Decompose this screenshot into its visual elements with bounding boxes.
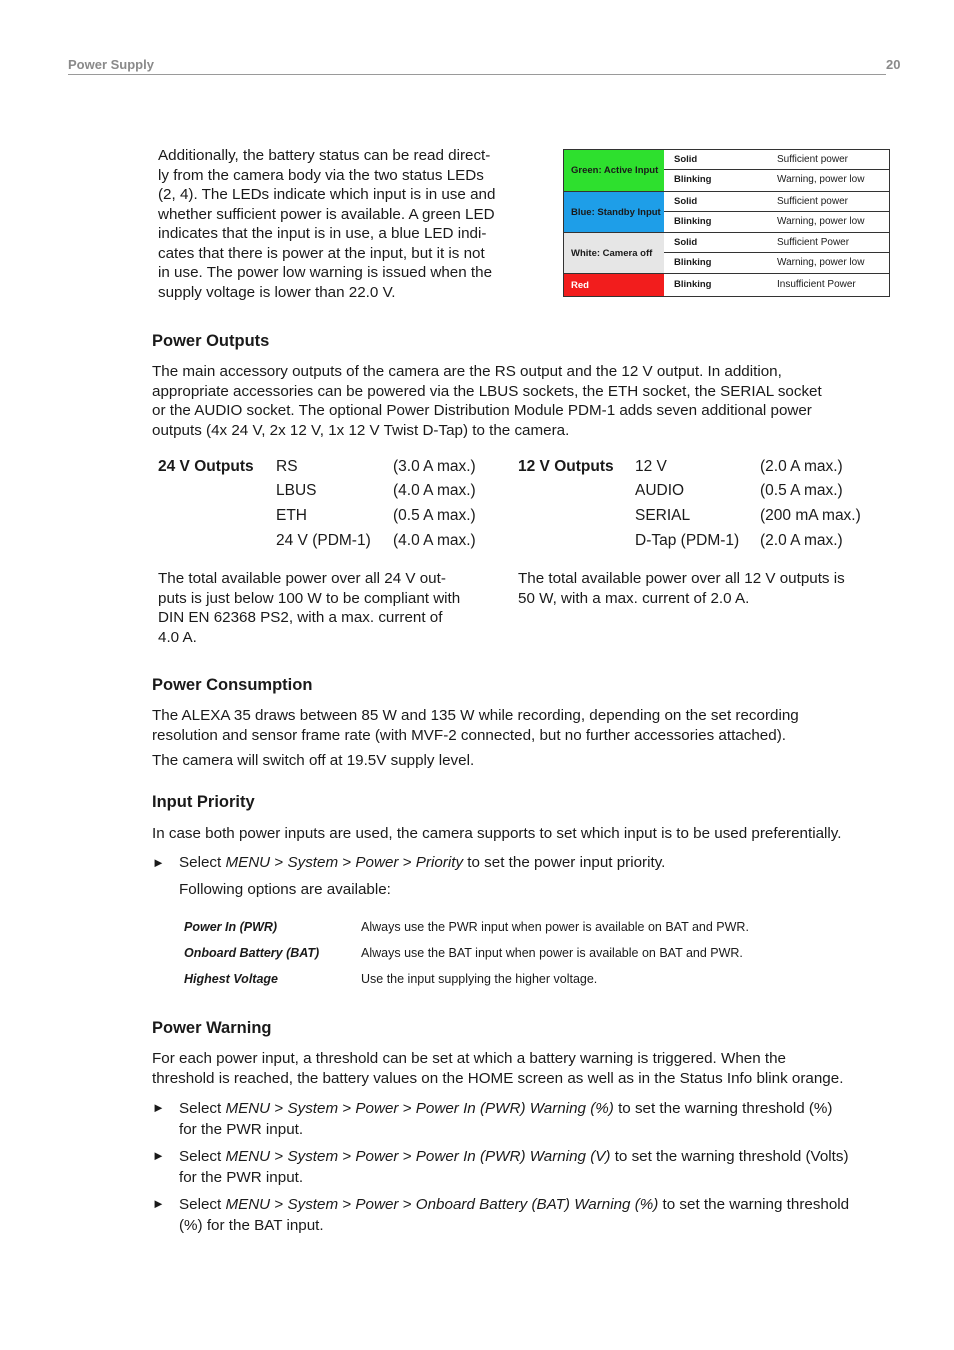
output-name: RS (276, 458, 298, 475)
output-max: (2.0 A max.) (760, 458, 843, 475)
output-max: (0.5 A max.) (760, 482, 843, 499)
led-color-cell: Red (564, 274, 664, 296)
output-name: SERIAL (635, 507, 691, 524)
note-line: 50 W, with a max. current of 2.0 A. (518, 589, 750, 607)
text-run: > (338, 854, 356, 871)
led-mode: Blinking (674, 216, 712, 227)
led-state: Sufficient Power (777, 237, 850, 248)
following-options-text: Following options are available: (179, 881, 391, 898)
menu-ref: Power (355, 1148, 399, 1165)
option-key: Onboard Battery (BAT) (184, 946, 320, 960)
option-desc: Use the input supplying the higher voltage. (361, 972, 598, 986)
led-color-cell: Green: Active Input (564, 150, 664, 191)
output-max: (200 mA max.) (760, 507, 861, 524)
led-row (664, 150, 889, 170)
text-run: > (338, 1196, 356, 1213)
paragraph-line: threshold is reached, the battery values on the HOME screen as well as in the Status Info blink orange. (152, 1069, 844, 1087)
led-row (664, 233, 889, 253)
option-desc: Always use the BAT input when power is available on BAT and PWR. (361, 946, 743, 960)
output-name: 12 V (635, 458, 667, 475)
warning-instruction (179, 1146, 894, 1188)
led-state: Insufficient Power (777, 279, 856, 290)
led-mode: Solid (674, 154, 698, 165)
warning-instruction (179, 1098, 894, 1140)
note-24v (158, 569, 488, 647)
led-group-blue (564, 192, 889, 232)
led-group-green (564, 150, 889, 191)
warning-instruction (179, 1194, 894, 1236)
priority-instruction (179, 853, 889, 873)
led-mode: Solid (674, 237, 698, 248)
menu-ref: Power (355, 854, 399, 871)
led-mode: Blinking (674, 174, 712, 185)
menu-ref: MENU (225, 1100, 271, 1117)
led-row (664, 192, 889, 212)
note-line: The total available power over all 24 V out- (158, 570, 446, 587)
text-run: Select (179, 1148, 226, 1165)
text-run: to set the warning threshold (%) (613, 1100, 833, 1117)
led-status-table (563, 149, 890, 297)
intro-line: supply voltage is lower than 22.0 V. (158, 283, 396, 301)
text-run: > (398, 1148, 416, 1165)
text-run: > (270, 1100, 288, 1117)
text-run: > (398, 1196, 416, 1213)
output-name: D-Tap (PDM-1) (635, 532, 740, 549)
menu-ref: Power (355, 1100, 399, 1117)
label-12v-outputs: 12 V Outputs (518, 458, 614, 475)
led-group-red (564, 274, 889, 296)
option-key: Power In (PWR) (184, 920, 278, 934)
intro-paragraph (158, 146, 528, 302)
text-run: > (270, 1148, 288, 1165)
note-line: DIN EN 62368 PS2, with a max. current of (158, 609, 443, 626)
menu-ref: Priority (415, 854, 464, 871)
led-mode: Solid (674, 196, 698, 207)
paragraph-line: The main accessory outputs of the camera are the RS output and the 12 V output. In addition, (152, 363, 782, 380)
heading-input-priority: Input Priority (152, 793, 255, 811)
output-max: (2.0 A max.) (760, 532, 843, 549)
output-name: 24 V (PDM-1) (276, 532, 371, 549)
led-group-white (564, 233, 889, 273)
menu-ref: Power In (PWR) Warning (%) (415, 1100, 614, 1117)
output-max: (3.0 A max.) (393, 458, 476, 475)
paragraph-line: For each power input, a threshold can be set at which a battery warning is triggered. When the (152, 1050, 787, 1067)
led-state: Warning, power low (777, 174, 865, 185)
text-run: Select (179, 1100, 226, 1117)
text-run: to set the warning threshold (658, 1196, 850, 1213)
bullet-arrow-icon: ► (152, 1196, 165, 1211)
text-run: to set the power input priority. (463, 854, 666, 871)
option-desc: Always use the PWR input when power is available on BAT and PWR. (361, 920, 749, 934)
intro-line: ly from the camera body via the two status LEDs (158, 166, 484, 184)
led-mode: Blinking (674, 279, 712, 290)
intro-line: (2, 4). The LEDs indicate which input is in use and (158, 186, 496, 203)
header-rule (68, 74, 886, 75)
led-color-cell: White: Camera off (564, 233, 664, 273)
menu-ref: MENU (225, 854, 271, 871)
text-run: for the PWR input. (179, 1121, 304, 1138)
output-max: (4.0 A max.) (393, 532, 476, 549)
menu-ref: System (287, 1196, 339, 1213)
output-max: (4.0 A max.) (393, 482, 476, 499)
intro-line: whether sufficient power is available. A green LED (158, 205, 495, 223)
power-warning-paragraph (152, 1049, 892, 1088)
note-line: The total available power over all 12 V outputs is (518, 570, 845, 587)
switch-off-note: The camera will switch off at 19.5V supply level. (152, 752, 475, 769)
text-run: > (338, 1148, 356, 1165)
menu-ref: Power In (PWR) Warning (V) (415, 1148, 611, 1165)
output-max: (0.5 A max.) (393, 507, 476, 524)
option-key: Highest Voltage (184, 972, 278, 986)
heading-power-warning: Power Warning (152, 1019, 272, 1037)
text-run: > (338, 1100, 356, 1117)
paragraph-line: The ALEXA 35 draws between 85 W and 135 W while recording, depending on the set recording (152, 707, 799, 724)
bullet-arrow-icon: ► (152, 1148, 165, 1163)
text-run: > (270, 1196, 288, 1213)
menu-ref: Onboard Battery (BAT) Warning (%) (415, 1196, 659, 1213)
output-name: AUDIO (635, 482, 685, 499)
text-run: > (398, 1100, 416, 1117)
paragraph-line: outputs (4x 24 V, 2x 12 V, 1x 12 V Twist D-Tap) to the camera. (152, 421, 570, 439)
intro-line: cates that there is power at the input, but it is not (158, 244, 485, 262)
running-header-section: Power Supply (68, 57, 154, 72)
note-line: 4.0 A. (158, 628, 197, 646)
text-run: Select (179, 854, 226, 871)
menu-ref: System (287, 1100, 339, 1117)
label-24v-outputs: 24 V Outputs (158, 458, 254, 475)
intro-line: indicates that the input is in use, a blue LED indi- (158, 225, 487, 242)
note-line: puts is just below 100 W to be compliant with (158, 589, 461, 607)
text-run: > (270, 854, 288, 871)
led-state: Warning, power low (777, 216, 865, 227)
power-consumption-paragraph (152, 706, 882, 745)
led-color-cell: Blue: Standby Input (564, 192, 664, 232)
menu-ref: Power (355, 1196, 399, 1213)
text-run: Select (179, 1196, 226, 1213)
led-state: Sufficient power (777, 196, 848, 207)
heading-power-outputs: Power Outputs (152, 332, 270, 350)
text-run: (%) for the BAT input. (179, 1217, 324, 1234)
text-run: for the PWR input. (179, 1169, 304, 1186)
led-state: Warning, power low (777, 257, 865, 268)
paragraph-line: or the AUDIO socket. The optional Power Distribution Module PDM-1 adds seven additional power (152, 402, 812, 419)
led-row (664, 212, 889, 232)
bullet-arrow-icon: ► (152, 855, 165, 870)
led-row (664, 253, 889, 273)
heading-power-consumption: Power Consumption (152, 676, 313, 694)
power-outputs-paragraph (152, 362, 882, 440)
led-mode: Blinking (674, 257, 712, 268)
menu-ref: MENU (225, 1148, 271, 1165)
intro-line: Additionally, the battery status can be read direct- (158, 147, 491, 164)
menu-ref: System (287, 1148, 339, 1165)
menu-ref: MENU (225, 1196, 271, 1213)
intro-line: in use. The power low warning is issued when the (158, 264, 493, 281)
bullet-arrow-icon: ► (152, 1100, 165, 1115)
led-state: Sufficient power (777, 154, 848, 165)
note-12v (518, 569, 888, 608)
page-number: 20 (886, 57, 901, 72)
input-priority-paragraph: In case both power inputs are used, the camera supports to set which input is to be used preferentially. (152, 825, 842, 842)
menu-ref: System (287, 854, 339, 871)
led-row (664, 170, 889, 190)
led-row (664, 275, 889, 295)
text-run: to set the warning threshold (Volts) (610, 1148, 849, 1165)
text-run: > (398, 854, 416, 871)
output-name: LBUS (276, 482, 317, 499)
paragraph-line: appropriate accessories can be powered via the LBUS sockets, the ETH socket, the SERIAL socket (152, 382, 822, 400)
paragraph-line: resolution and sensor frame rate (with MVF-2 connected, but no further accessories attached). (152, 726, 786, 744)
output-name: ETH (276, 507, 307, 524)
